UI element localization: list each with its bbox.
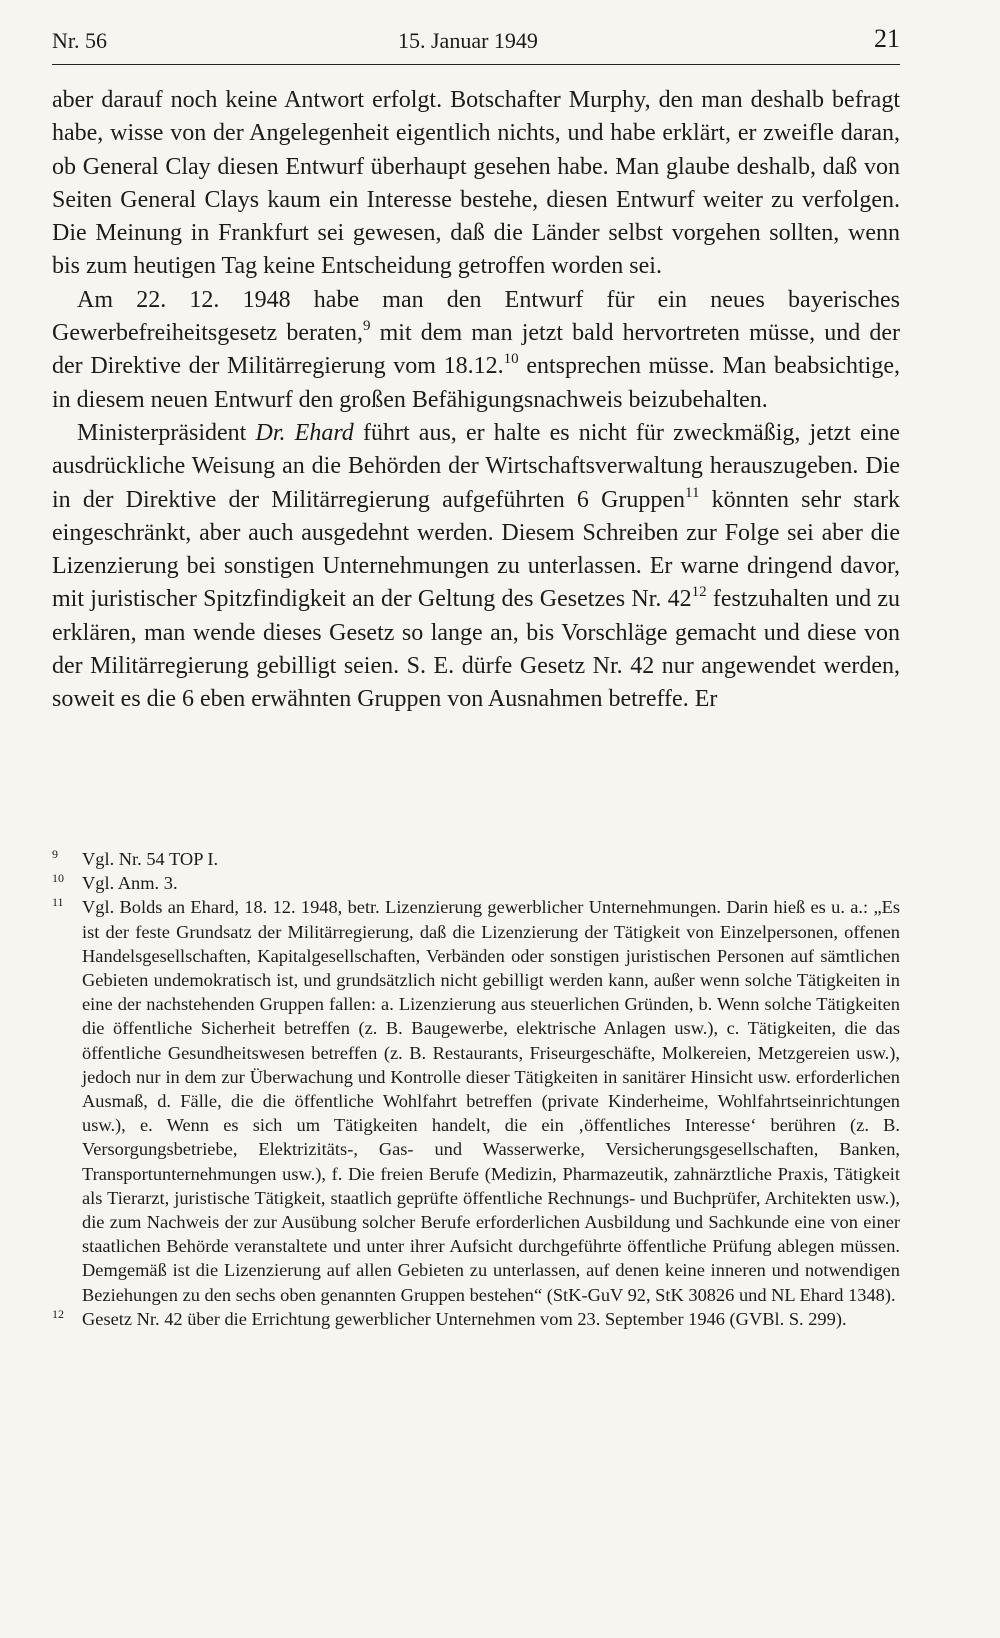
main-text	[52, 84, 900, 717]
paragraph-1-text: aber darauf noch keine Antwort erfolgt. Botschafter Murphy, den man deshalb befragt habe, wisse von der Angelegenheit eigentlich nichts, und habe erklärt, er zweifle daran, ob General Clay diesen Entwurf überhaupt gesehen habe. Man glaube deshalb, daß von Seiten General Clays kaum ein Interesse bestehe, diesen Entwurf weiter zu verfolgen. Die Meinung in Frankfurt sei gewesen, daß die Länder selbst vorgehen sollten, wenn bis zum heutigen Tag keine Entscheidung getroffen worden sei.	[52, 87, 900, 280]
paragraph-2-text-a: Am 22. 12. 1948 habe man den Entwurf für ein neues bayerisches Gewerbefreiheitsgesetz beraten,	[52, 286, 900, 347]
footnote-10	[52, 871, 900, 895]
footnote-text: Gesetz Nr. 42 über die Errichtung gewerblicher Unternehmen vom 23. September 1946 (GVBl. S. 299).	[82, 1308, 847, 1329]
paragraph-3-text-c: könnten sehr stark eingeschränkt, aber auch ausgedehnt werden. Diesem Schreiben zur Folge sei aber die Lizenzierung bei sonstigen Unternehmungen zu unterlassen. Er warne dringend davor, mit juristischer Spitzfindigkeit an der Geltung des Gesetzes Nr. 42	[52, 486, 900, 613]
paragraph-2	[52, 284, 900, 417]
page-header	[52, 24, 900, 65]
paragraph-3	[52, 417, 900, 717]
footnote-ref-11: 11	[685, 484, 700, 501]
paragraph-3-text-a: Ministerpräsident	[77, 419, 256, 446]
footnote-11	[52, 895, 900, 1306]
issue-number: Nr. 56	[52, 28, 107, 53]
paragraph-2-text-b: mit dem man jetzt bald hervortreten müsse, und der der Direktive der Militärregierung vom 18.12.	[52, 320, 901, 380]
footnote-number: 12	[52, 1306, 64, 1321]
footnote-ref-12: 12	[691, 584, 707, 601]
footnote-number: 11	[52, 895, 64, 910]
paragraph-1	[52, 84, 900, 284]
footnote-12	[52, 1307, 900, 1331]
footnote-ref-9: 9	[362, 318, 371, 335]
footnote-number: 9	[52, 847, 58, 861]
page-number: 21	[874, 24, 900, 53]
paragraph-3-text-b: führt aus, er halte es nicht für zweckmäßig, jetzt eine ausdrückliche Weisung an die Behörden der Wirtschaftsverwaltung herauszugeben. Die in der Direktive der Militärregierung aufgeführten 6 Gruppen	[52, 419, 900, 513]
paragraph-3-text-d: festzuhalten und zu erklären, man wende dieses Gesetz so lange an, bis Vorschläge gemacht und diese von der Militärregierung gebilligt seien. S. E. dürfe Gesetz Nr. 42 nur angewendet werden, soweit es die 6 eben erwähnten Gruppen von Ausnahmen betreffe. Er	[52, 586, 900, 713]
issue-date: 15. Januar 1949	[398, 28, 538, 53]
footnote-text: Vgl. Nr. 54 TOP I.	[82, 849, 219, 869]
footnote-text: Vgl. Anm. 3.	[82, 873, 178, 894]
speaker-name: Dr. Ehard	[255, 419, 354, 446]
footnote-text: Vgl. Bolds an Ehard, 18. 12. 1948, betr. Lizenzierung gewerblicher Unternehmungen. Darin hieß es u. a.: „Es ist der feste Grundsatz der Militärregierung, daß die Lizenzierung der Tätigkeit von Einzelpersonen, offenen Handelsgesellschaften, Kapitalgesellschaften, Verbänden oder sonstigen juristischen Personen auf sämtlichen Gebieten undemokratisch ist, und grundsätzlich nicht gebilligt werden kann, außer wenn solche Tätigkeiten in eine der nachstehenden Gruppen fallen: a. Lizenzierung aus steuerlichen Gründen, b. Wenn solche Tätigkeiten die öffentliche Sicherheit betreffen (z. B. Baugewerbe, elektrische Anlagen usw.), c. Tätigkeiten, die das öffentliche Gesundheitswesen betreffen (z. B. Restaurants, Friseurgeschäfte, Molkereien, Metzgereien usw.), jedoch nur in dem zur Überwachung und Kontrolle dieser Tätigkeiten in sanitärer Hinsicht usw. erforderlichen Ausmaß, d. Fälle, die die öffentliche Wohlfahrt betreffen (private Kinderheime, Wohlfahrtseinrichtungen usw.), e. Wenn es sich um Tätigkeiten handelt, die ein ‚öffentliches Interesse‘ berühren (z. B. Versorgungsbetriebe, Elektrizitäts-, Gas- und Wasserwerke, Versicherungsgesellschaften, Banken, Transportunternehmungen usw.), f. Die freien Berufe (Medizin, Pharmazeutik, zahnärztliche Praxis, Tätigkeit als Tierarzt, juristische Tätigkeit, staatlich geprüfte öffentliche Rechnungs- und Buchprüfer, Architekten usw.), die zum Nachweis der zur Ausübung solcher Berufe erforderlichen Ausbildung und Sachkunde eine von einer staatlichen Behörde veranstaltete und unter ihrer Aufsicht durchgeführte öffentliche Prüfung ablegen müssen. Demgemäß ist die Lizenzierung auf allen Gebieten zu unterlassen, auf denen keine inneren und notwendigen Beziehungen zu den sechs oben genannten Gruppen bestehen“ (StK-GuV 92, StK 30826 und NL Ehard 1348).	[82, 897, 900, 1305]
footnote-ref-10: 10	[503, 351, 519, 368]
footnote-9	[52, 847, 900, 871]
footnote-number: 10	[52, 871, 64, 886]
paragraph-2-text-c: entsprechen müsse. Man beabsichtige, in diesem neuen Entwurf den großen Befähigungsnachweis beizubehalten.	[52, 353, 900, 413]
footnotes	[52, 847, 900, 1331]
